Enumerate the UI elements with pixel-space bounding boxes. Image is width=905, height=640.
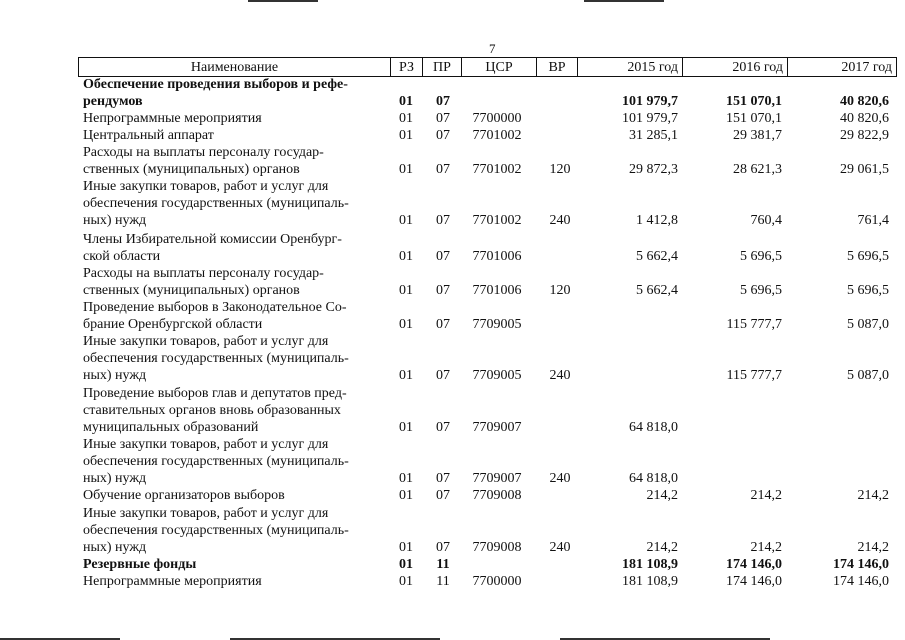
header-2015: 2015 год (577, 57, 683, 77)
table-row (78, 317, 897, 335)
row-pr: 07 (436, 317, 450, 332)
row-vr: 240 (549, 213, 571, 228)
row-2016: 214,2 (750, 488, 782, 503)
row-rz: 01 (399, 488, 413, 503)
table-row (78, 523, 897, 541)
row-2017: 5 696,5 (847, 249, 889, 264)
row-rz: 01 (399, 420, 413, 435)
row-name: ставительных органов вновь образованных (83, 403, 341, 418)
row-2015: 29 872,3 (629, 162, 678, 177)
row-name: Расходы на выплаты персоналу государ- (83, 145, 324, 160)
row-2016: 28 621,3 (733, 162, 782, 177)
row-name: Непрограммные мероприятия (83, 574, 262, 589)
row-2017: 40 820,6 (840, 111, 889, 126)
row-2017: 29 061,5 (840, 162, 889, 177)
table-row (78, 420, 897, 438)
row-2015: 5 662,4 (636, 283, 678, 298)
row-rz: 01 (399, 574, 413, 589)
table-row (78, 368, 897, 386)
row-csr: 7701006 (472, 283, 522, 298)
row-2015: 101 979,7 (622, 94, 678, 109)
row-name: обеспечения государственных (муниципаль- (83, 196, 349, 211)
row-2015: 1 412,8 (636, 213, 678, 228)
row-2016: 174 146,0 (726, 574, 782, 589)
row-2017: 174 146,0 (833, 557, 889, 572)
header-csr: ЦСР (461, 57, 537, 77)
row-2015: 181 108,9 (622, 557, 678, 572)
row-name: Члены Избирательной комиссии Оренбург- (83, 232, 342, 247)
row-rz: 01 (399, 540, 413, 555)
row-vr: 240 (549, 471, 571, 486)
row-csr: 7701002 (472, 128, 522, 143)
table-row (78, 506, 897, 524)
row-pr: 07 (436, 249, 450, 264)
row-2015: 64 818,0 (629, 471, 678, 486)
row-rz: 01 (399, 249, 413, 264)
row-2016: 29 381,7 (733, 128, 782, 143)
table-row (78, 540, 897, 558)
row-vr: 120 (549, 162, 571, 177)
row-csr: 7709005 (472, 317, 522, 332)
row-name: обеспечения государственных (муниципаль- (83, 351, 349, 366)
table-row (78, 351, 897, 369)
row-2015: 181 108,9 (622, 574, 678, 589)
row-pr: 11 (436, 574, 450, 589)
table-row (78, 94, 897, 112)
row-2017: 174 146,0 (833, 574, 889, 589)
row-name: ных) нужд (83, 368, 147, 383)
row-2017: 761,4 (857, 213, 889, 228)
row-rz: 01 (399, 368, 413, 383)
row-pr: 07 (436, 213, 450, 228)
row-2015: 214,2 (646, 488, 678, 503)
row-vr: 240 (549, 540, 571, 555)
table-row (78, 454, 897, 472)
row-2015: 64 818,0 (629, 420, 678, 435)
row-name: Проведение выборов в Законодательное Со- (83, 300, 347, 315)
row-vr: 240 (549, 368, 571, 383)
row-name: ственных (муниципальных) органов (83, 162, 300, 177)
row-pr: 07 (436, 540, 450, 555)
row-rz: 01 (399, 111, 413, 126)
row-2016: 174 146,0 (726, 557, 782, 572)
row-name: Центральный аппарат (83, 128, 214, 143)
table-row (78, 111, 897, 129)
row-pr: 07 (436, 111, 450, 126)
row-rz: 01 (399, 471, 413, 486)
row-csr: 7709007 (472, 471, 522, 486)
row-pr: 07 (436, 420, 450, 435)
row-2017: 5 087,0 (847, 368, 889, 383)
row-2017: 214,2 (857, 488, 889, 503)
row-csr: 7709005 (472, 368, 522, 383)
row-name: Резервные фонды (83, 557, 197, 572)
row-rz: 01 (399, 128, 413, 143)
table-row (78, 283, 897, 301)
row-rz: 01 (399, 213, 413, 228)
row-pr: 07 (436, 488, 450, 503)
row-name: ных) нужд (83, 213, 147, 228)
table-row (78, 77, 897, 95)
row-csr: 7709008 (472, 488, 522, 503)
table-row (78, 196, 897, 214)
row-2015: 101 979,7 (622, 111, 678, 126)
table-row (78, 574, 897, 592)
row-name: ственных (муниципальных) органов (83, 283, 300, 298)
table-row (78, 557, 897, 575)
row-csr: 7701002 (472, 162, 522, 177)
row-pr: 07 (436, 368, 450, 383)
row-2017: 5 696,5 (847, 283, 889, 298)
row-rz: 01 (399, 283, 413, 298)
table-row (78, 145, 897, 163)
row-name: обеспечения государственных (муниципаль- (83, 523, 349, 538)
row-name: Обеспечение проведения выборов и рефе- (83, 77, 348, 92)
table-row (78, 334, 897, 352)
table-row (78, 300, 897, 318)
row-name: Проведение выборов глав и депутатов пред- (83, 386, 347, 401)
row-2016: 214,2 (750, 540, 782, 555)
row-pr: 07 (436, 471, 450, 486)
row-2015: 31 285,1 (629, 128, 678, 143)
row-name: ных) нужд (83, 471, 147, 486)
row-name: Иные закупки товаров, работ и услуг для (83, 437, 329, 452)
table-row (78, 437, 897, 455)
header-pr: ПР (422, 57, 462, 77)
row-pr: 07 (436, 162, 450, 177)
row-name: ных) нужд (83, 540, 147, 555)
row-pr: 07 (436, 128, 450, 143)
table-row (78, 403, 897, 421)
row-name: Обучение организаторов выборов (83, 488, 285, 503)
row-2015: 214,2 (646, 540, 678, 555)
row-2016: 115 777,7 (726, 368, 782, 383)
row-name: Иные закупки товаров, работ и услуг для (83, 506, 329, 521)
page-number: 7 (489, 41, 496, 56)
table-row (78, 179, 897, 197)
row-2016: 760,4 (750, 213, 782, 228)
table-row (78, 232, 897, 250)
row-pr: 11 (436, 557, 450, 572)
row-2016: 5 696,5 (740, 283, 782, 298)
table-row (78, 488, 897, 506)
row-2017: 214,2 (857, 540, 889, 555)
row-pr: 07 (436, 94, 450, 109)
row-csr: 7700000 (472, 111, 522, 126)
row-name: Иные закупки товаров, работ и услуг для (83, 334, 329, 349)
row-2017: 40 820,6 (840, 94, 889, 109)
header-2016: 2016 год (682, 57, 788, 77)
row-rz: 01 (399, 94, 413, 109)
row-2015: 5 662,4 (636, 249, 678, 264)
header-rz: РЗ (390, 57, 423, 77)
row-pr: 07 (436, 283, 450, 298)
row-rz: 01 (399, 557, 413, 572)
header-vr: ВР (536, 57, 578, 77)
row-vr: 120 (549, 283, 571, 298)
row-csr: 7700000 (472, 574, 522, 589)
row-name: Иные закупки товаров, работ и услуг для (83, 179, 329, 194)
table-row (78, 249, 897, 267)
table-row (78, 162, 897, 180)
row-name: обеспечения государственных (муниципаль- (83, 454, 349, 469)
header-name: Наименование (78, 57, 391, 77)
row-name: Расходы на выплаты персоналу государ- (83, 266, 324, 281)
row-2016: 151 070,1 (726, 111, 782, 126)
row-rz: 01 (399, 162, 413, 177)
row-name: муниципальных образований (83, 420, 259, 435)
row-name: ской области (83, 249, 161, 264)
table-row (78, 266, 897, 284)
row-name: рендумов (83, 94, 143, 109)
table-row (78, 471, 897, 489)
row-csr: 7709008 (472, 540, 522, 555)
row-2016: 5 696,5 (740, 249, 782, 264)
row-2017: 5 087,0 (847, 317, 889, 332)
row-csr: 7701006 (472, 249, 522, 264)
row-name: Непрограммные мероприятия (83, 111, 262, 126)
row-2016: 115 777,7 (726, 317, 782, 332)
row-2016: 151 070,1 (726, 94, 782, 109)
table-row (78, 386, 897, 404)
row-csr: 7701002 (472, 213, 522, 228)
row-name: брание Оренбургской области (83, 317, 263, 332)
header-2017: 2017 год (787, 57, 897, 77)
row-rz: 01 (399, 317, 413, 332)
table-row (78, 128, 897, 146)
row-2017: 29 822,9 (840, 128, 889, 143)
row-csr: 7709007 (472, 420, 522, 435)
table-row (78, 213, 897, 231)
